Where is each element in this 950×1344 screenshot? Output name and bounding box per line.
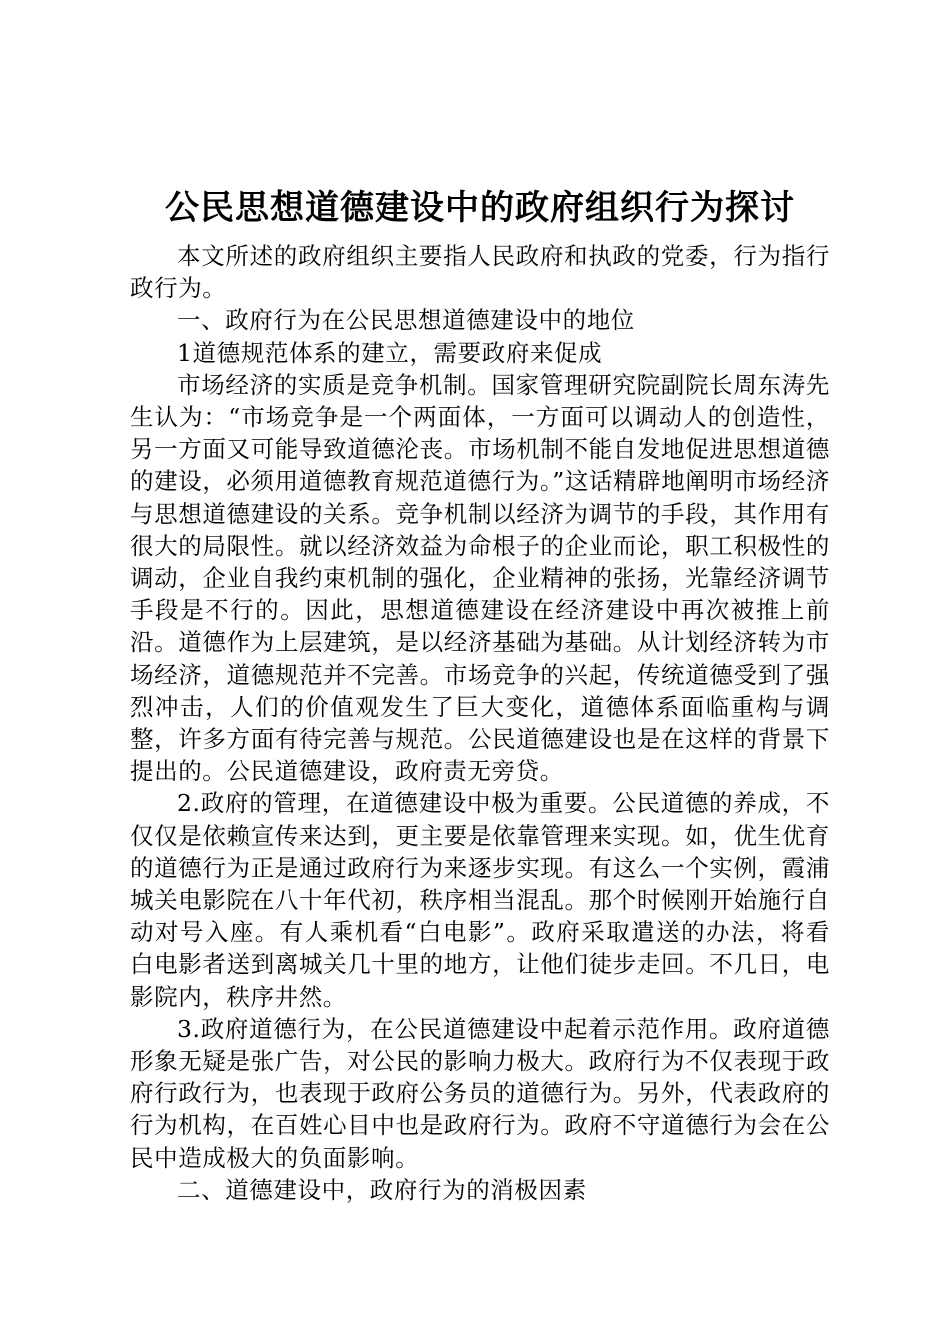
paragraph-government-management: 2.政府的管理，在道德建设中极为重要。公民道德的养成，不仅仅是依赖宣传来达到，更主要是依靠管理来实现。如，优生优育的道德行为正是通过政府行为来逐步实现。有这么一个实例，霞浦城关电影院在八十年代初，秩序相当混乱。那个时候刚开始施行自动对号入座。有人乘机看“白电影”。政府采取遣送的办法，将看白电影者送到离城关几十里的地方，让他们徒步走回。不几日，电影院内，秩序井然。 (130, 789, 830, 1011)
subsection-heading-1: 1道德规范体系的建立，需要政府来促成 (177, 338, 603, 367)
paragraph-intro: 本文所述的政府组织主要指人民政府和执政的党委，行为指行政行为。 (130, 242, 830, 303)
section-heading-2: 二、道德建设中，政府行为的消极因素 (177, 1175, 587, 1204)
document-body (130, 240, 830, 1206)
document-title: 公民思想道德建设中的政府组织行为探讨 (165, 188, 795, 228)
section-heading-1: 一、政府行为在公民思想道德建设中的地位 (177, 306, 635, 335)
paragraph-government-example: 3.政府道德行为，在公民道德建设中起着示范作用。政府道德形象无疑是张广告，对公民的影响力极大。政府行为不仅表现于政府行政行为，也表现于政府公务员的道德行为。另外，代表政府的行为机构，在百姓心目中也是政府行为。政府不守道德行为会在公民中造成极大的负面影响。 (130, 1014, 830, 1172)
paragraph-market-economy: 市场经济的实质是竞争机制。国家管理研究院副院长周东涛先生认为：“市场竞争是一个两面体，一方面可以调动人的创造性，另一方面又可能导致道德沦丧。市场机制不能自发地促进思想道德的建设，必须用道德教育规范道德行为。”这话精辟地阐明市场经济与思想道德建设的关系。竞争机制以经济为调节的手段，其作用有很大的局限性。就以经济效益为命根子的企业而论，职工积极性的调动，企业自我约束机制的强化，企业精神的张扬，光靠经济调节手段是不行的。因此，思想道德建设在经济建设中再次被推上前沿。道德作为上层建筑，是以经济基础为基础。从计划经济转为市场经济，道德规范并不完善。市场竞争的兴起，传统道德受到了强烈冲击，人们的价值观发生了巨大变化，道德体系面临重构与调整，许多方面有待完善与规范。公民道德建设也是在这样的背景下提出的。公民道德建设，政府责无旁贷。 (130, 370, 830, 786)
